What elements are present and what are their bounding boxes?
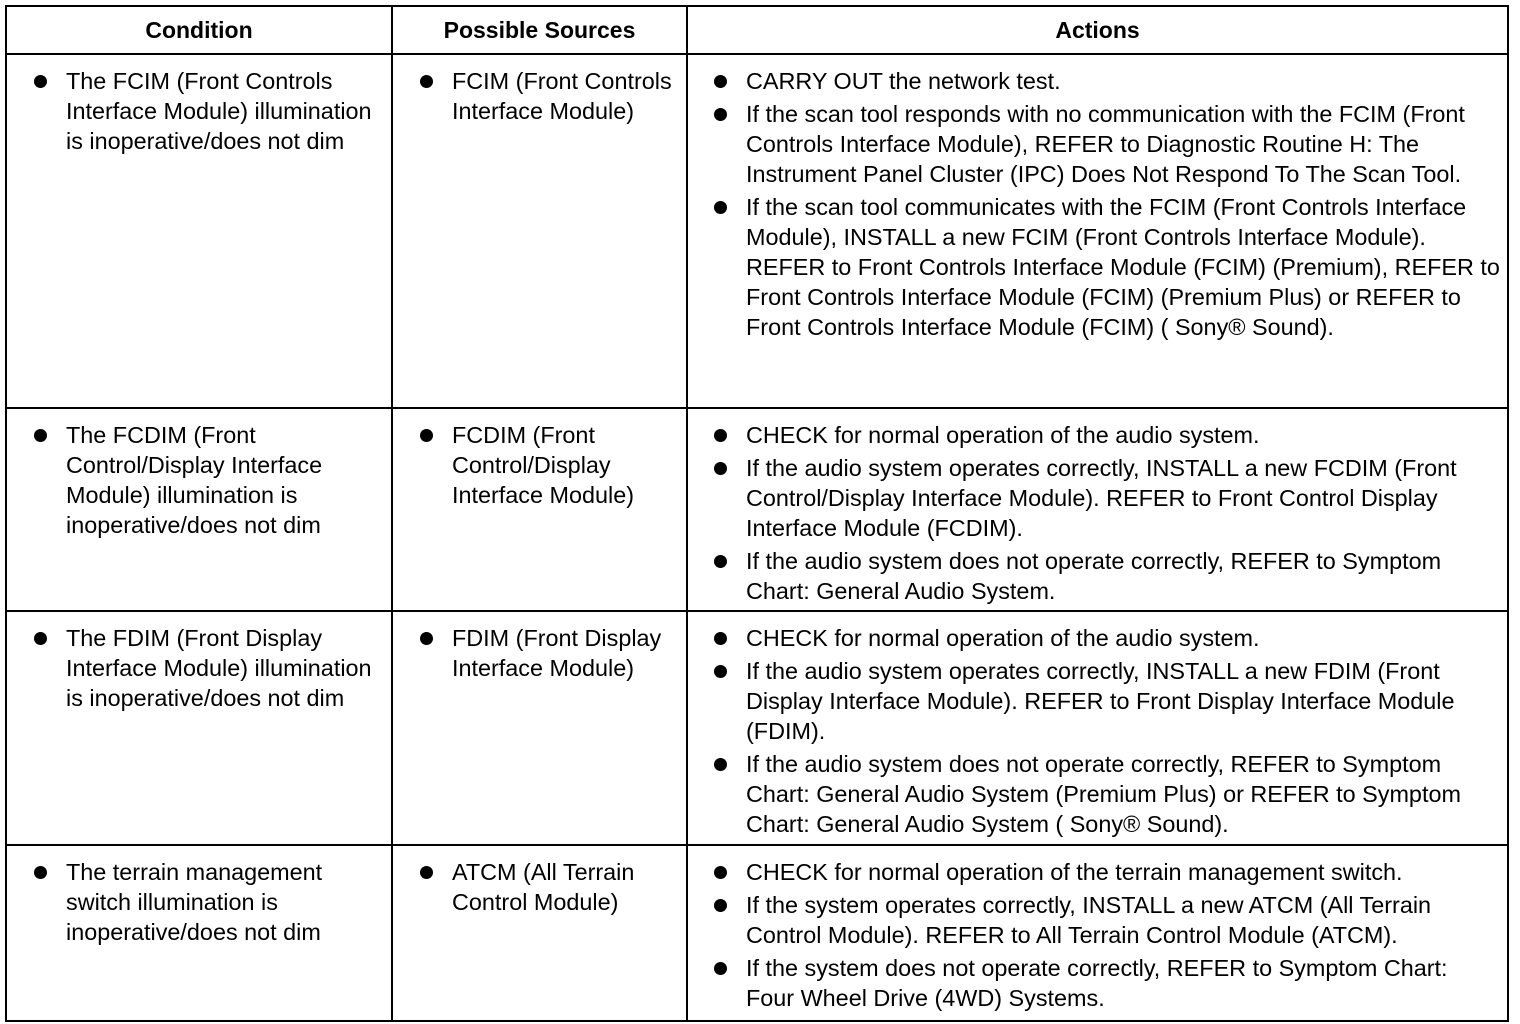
action-item: CHECK for normal operation of the audio system. bbox=[689, 623, 1506, 653]
sources-cell bbox=[392, 845, 687, 1021]
action-item: If the system operates correctly, INSTALL a new ATCM (All Terrain Control Module). REFER to All Terrain Control Module (ATCM). bbox=[689, 890, 1506, 950]
source-text: FDIM (Front Display Interface Module) bbox=[394, 623, 685, 683]
condition-text: The terrain management switch illumination is inoperative/does not dim bbox=[8, 857, 390, 947]
table-row bbox=[6, 611, 1508, 845]
source-text: ATCM (All Terrain Control Module) bbox=[394, 857, 685, 917]
condition-text: The FCDIM (Front Control/Display Interface Module) illumination is inoperative/does not dim bbox=[8, 420, 390, 540]
sources-cell bbox=[392, 408, 687, 611]
actions-cell bbox=[687, 54, 1508, 408]
sources-cell bbox=[392, 54, 687, 408]
diagnostic-table-container bbox=[5, 5, 1507, 1018]
action-item: If the audio system operates correctly, INSTALL a new FCDIM (Front Control/Display Interface Module). REFER to Front Control Display Interface Module (FCDIM). bbox=[689, 453, 1506, 543]
actions-cell bbox=[687, 408, 1508, 611]
column-header-possible-sources: Possible Sources bbox=[392, 6, 687, 54]
condition-text: The FCIM (Front Controls Interface Module) illumination is inoperative/does not dim bbox=[8, 66, 390, 156]
action-item: If the audio system does not operate correctly, REFER to Symptom Chart: General Audio System (Premium Plus) or REFER to Symptom Chart: General Audio System ( Sony® Sound). bbox=[689, 749, 1506, 839]
action-item: CHECK for normal operation of the audio system. bbox=[689, 420, 1506, 450]
source-text: FCIM (Front Controls Interface Module) bbox=[394, 66, 685, 126]
condition-cell bbox=[6, 611, 392, 845]
action-item: CHECK for normal operation of the terrain management switch. bbox=[689, 857, 1506, 887]
action-item: CARRY OUT the network test. bbox=[689, 66, 1506, 96]
column-header-condition: Condition bbox=[6, 6, 392, 54]
action-item: If the scan tool responds with no communication with the FCIM (Front Controls Interface Module), REFER to Diagnostic Routine H: The Instrument Panel Cluster (IPC) Does Not Respond To The Scan Tool. bbox=[689, 99, 1506, 189]
action-item: If the audio system does not operate correctly, REFER to Symptom Chart: General Audio System. bbox=[689, 546, 1506, 606]
table-header-row bbox=[6, 6, 1508, 54]
table-row bbox=[6, 845, 1508, 1021]
source-text: FCDIM (Front Control/Display Interface Module) bbox=[394, 420, 685, 510]
actions-cell bbox=[687, 611, 1508, 845]
condition-text: The FDIM (Front Display Interface Module) illumination is inoperative/does not dim bbox=[8, 623, 390, 713]
actions-cell bbox=[687, 845, 1508, 1021]
table-row bbox=[6, 408, 1508, 611]
condition-cell bbox=[6, 408, 392, 611]
sources-cell bbox=[392, 611, 687, 845]
action-item: If the audio system operates correctly, INSTALL a new FDIM (Front Display Interface Module). REFER to Front Display Interface Module (FDIM). bbox=[689, 656, 1506, 746]
symptom-chart-table bbox=[5, 5, 1509, 1022]
action-item: If the system does not operate correctly, REFER to Symptom Chart: Four Wheel Drive (4WD) Systems. bbox=[689, 953, 1506, 1013]
condition-cell bbox=[6, 54, 392, 408]
column-header-actions: Actions bbox=[687, 6, 1508, 54]
condition-cell bbox=[6, 845, 392, 1021]
action-item: If the scan tool communicates with the FCIM (Front Controls Interface Module), INSTALL a new FCIM (Front Controls Interface Module). REFER to Front Controls Interface Module (FCIM) (Premium), REFER to Front Controls Interface Module (FCIM) (Premium Plus) or REFER to Front Controls Interface Module (FCIM) ( Sony® Sound). bbox=[689, 192, 1506, 342]
table-row bbox=[6, 54, 1508, 408]
